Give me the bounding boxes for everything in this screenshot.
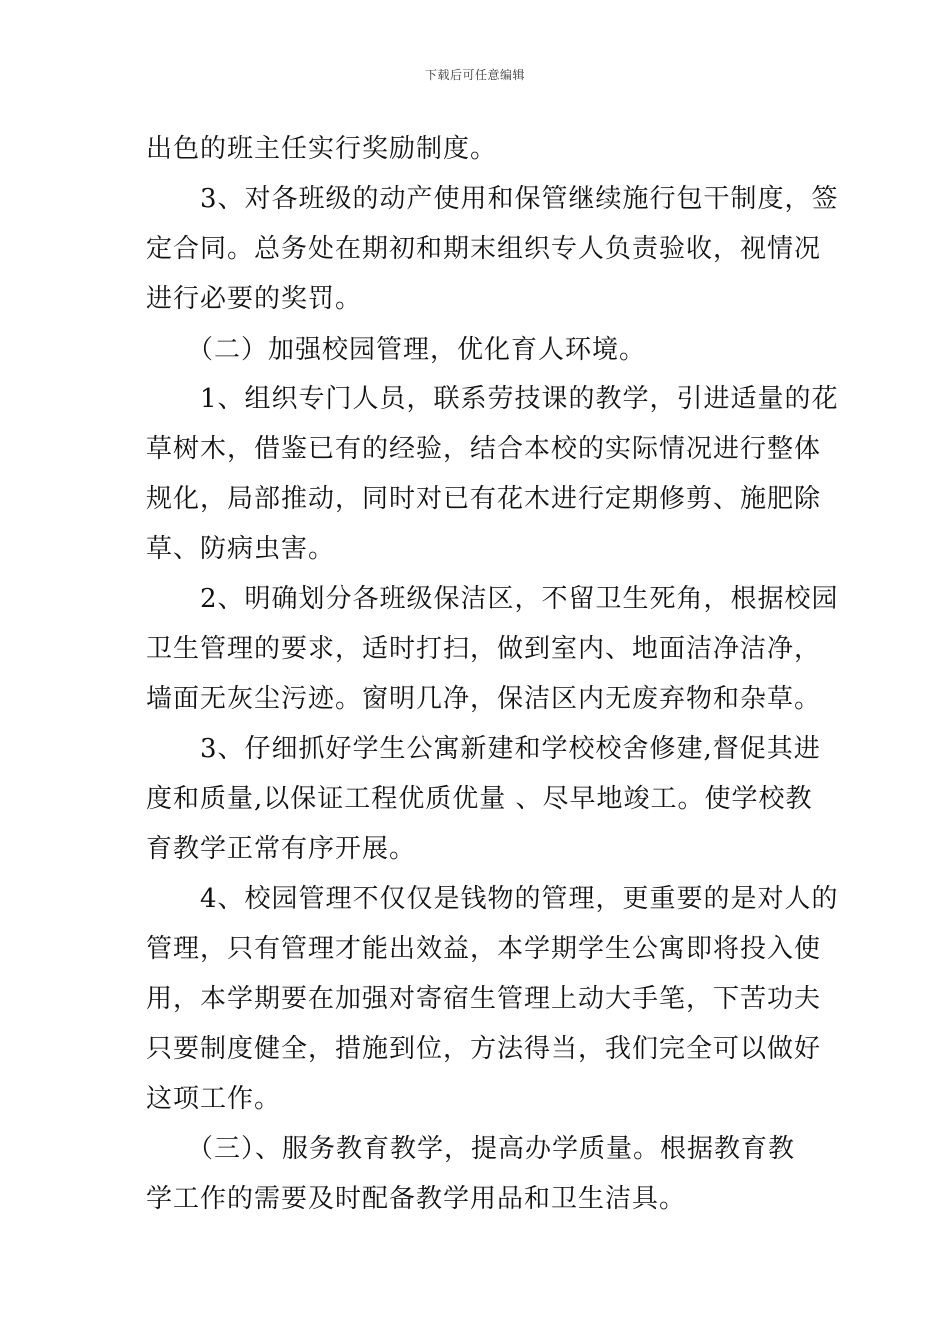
body-line: 度和质量,以保证工程优质优量 、尽早地竣工。使学校教	[146, 784, 813, 814]
body-line: 只要制度健全，措施到位，方法得当，我们完全可以做好	[146, 1034, 822, 1064]
body-line: 2、明确划分各班级保洁区，不留卫生死角，根据校园	[146, 584, 839, 614]
section-heading: （三）、服务教育教学，提高办学质量。根据教育教	[146, 1134, 796, 1164]
body-line: 用，本学期要在加强对寄宿生管理上动大手笔，下苦功夫	[146, 984, 822, 1014]
body-line: 出色的班主任实行奖励制度。	[146, 134, 498, 164]
body-line: 草、防病虫害。	[146, 534, 336, 564]
body-line: 规化，局部推动，同时对已有花木进行定期修剪、施肥除	[146, 484, 822, 514]
body-line: 1、组织专门人员，联系劳技课的教学，引进适量的花	[146, 384, 839, 414]
page-header: 下载后可任意编辑	[424, 68, 525, 82]
body-line: 3、仔细抓好学生公寓新建和学校校舍修建,督促其进	[146, 734, 821, 764]
body-line: 进行必要的奖罚。	[146, 284, 363, 314]
body-line: 草树木，借鉴已有的经验，结合本校的实际情况进行整体	[146, 434, 822, 464]
body-line: 3、对各班级的动产使用和保管继续施行包干制度，签	[146, 184, 839, 214]
body-line: 这项工作。	[146, 1084, 282, 1114]
body-line: 育教学正常有序开展。	[146, 834, 417, 864]
body-line: 管理，只有管理才能出效益，本学期学生公寓即将投入使	[146, 934, 822, 964]
body-line: 墙面无灰尘污迹。窗明几净，保洁区内无废弃物和杂草。	[146, 684, 822, 714]
section-heading: （二）加强校园管理，优化育人环境。	[146, 335, 647, 365]
body-line: 定合同。总务处在期初和期末组织专人负责验收，视情况	[146, 234, 822, 264]
body-line: 4、校园管理不仅仅是钱物的管理，更重要的是对人的	[146, 884, 839, 914]
body-line: 卫生管理的要求，适时打扫，做到室内、地面洁净洁净，	[146, 634, 822, 664]
body-line: 学工作的需要及时配备教学用品和卫生洁具。	[146, 1184, 687, 1214]
